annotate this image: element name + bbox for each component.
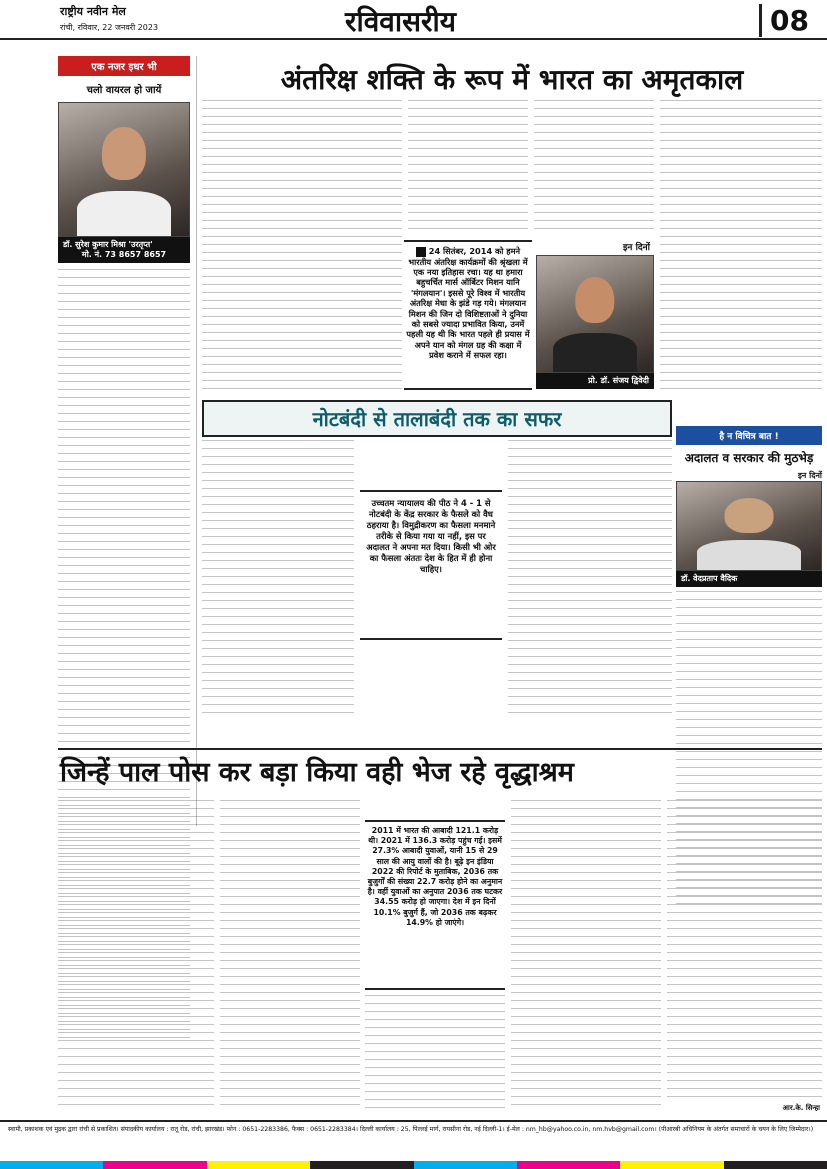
main-article-body-1 bbox=[202, 100, 402, 390]
main-pull-quote-text: 24 सितंबर, 2014 को हमने भारतीय अंतरिक्ष कार्यक्रमों की श्रृंखला में एक नया इतिहास रचा। यह था हमारा बहुचर्चित मार्स ऑर्बिटर मिशन यानि 'मंगलयान'। इससे पूरे विश्व में भारतीय अंतरिक्ष मेधा के झंडे गड़ गये। मंगलयान मिशन की जिन दो विशिष्टताओं ने दुनिया को सबसे ज्यादा प्रभावित किया, उनमें पहली यह थी कि भारत पहले ही प्रयास में अपने यान को मंगल ग्रह की कक्षा में प्रवेश कराने में सफल रहा। bbox=[406, 246, 530, 361]
footer-imprint-text: स्वामी, प्रकाशक एवं मुद्रक द्वारा रांची से प्रकाशित। संपादकीय कार्यालय : रातू रोड, रांची, झारखंड। फोन : 0651-2283386, फैक्स : 0651-2283384। दिल्ली कार्यालय : 25, पिल्लई मार्ग, रायसीना रोड, नई दिल्ली-1। ई-मेल : nm_hb@yahoo.co.in, nm.hvb@gmail.com। (पीआरबी अधिनियम के अंतर्गत समाचारों के चयन के लिए जिम्मेदार।) bbox=[8, 1126, 814, 1133]
note-headline-box bbox=[202, 400, 672, 437]
note-pull-quote bbox=[360, 490, 502, 640]
main-author-box bbox=[536, 240, 654, 389]
columnist-photo bbox=[58, 102, 190, 237]
side-photo-label: इन दिनों bbox=[798, 471, 822, 480]
color-swatch bbox=[414, 1161, 517, 1169]
side-author-photo bbox=[676, 481, 822, 571]
bottom-body-5 bbox=[667, 800, 822, 1100]
main-pull-quote bbox=[404, 240, 532, 390]
bottom-headline: जिन्हें पाल पोस कर बड़ा किया वही भेज रहे वृद्धाश्रम bbox=[58, 748, 822, 793]
bottom-credit: आर.के. सिन्हा bbox=[782, 1104, 820, 1112]
left-column-header: एक नजर इधर भी bbox=[58, 56, 190, 76]
dateline: रांची, रविवार, 22 जनवरी 2023 bbox=[60, 23, 159, 32]
note-article bbox=[202, 400, 672, 437]
bottom-body-2 bbox=[220, 800, 360, 1112]
bottom-pull-quote bbox=[365, 820, 505, 990]
main-article bbox=[202, 56, 822, 104]
main-author-name: प्रो. डॉ. संजय द्विवेदी bbox=[536, 373, 654, 389]
note-body-1 bbox=[202, 440, 354, 720]
color-swatch bbox=[620, 1161, 723, 1169]
color-swatch bbox=[310, 1161, 413, 1169]
color-swatch bbox=[724, 1161, 827, 1169]
bottom-body-4 bbox=[511, 800, 661, 1112]
bottom-article bbox=[58, 748, 822, 793]
color-registration-strip bbox=[0, 1161, 827, 1169]
color-swatch bbox=[207, 1161, 310, 1169]
left-column-title: चलो वायरल हो जायें bbox=[86, 85, 162, 96]
side-author-name: डॉ. वेदप्रताप वैदिक bbox=[676, 571, 822, 587]
page-number: 08 bbox=[759, 4, 809, 37]
main-author-photo bbox=[536, 255, 654, 373]
main-photo-label: इन दिनों bbox=[623, 243, 650, 253]
side-box-title: अदालत व सरकार की मुठभेड़ bbox=[684, 451, 814, 465]
main-article-body-4 bbox=[660, 100, 822, 390]
publication-name: राष्ट्रीय नवीन मेल bbox=[60, 5, 126, 18]
color-swatch bbox=[517, 1161, 620, 1169]
footer-imprint bbox=[0, 1120, 827, 1169]
columnist-phone: मो. नं. 73 8657 8657 bbox=[81, 250, 167, 259]
color-swatch bbox=[103, 1161, 206, 1169]
bottom-body-3 bbox=[365, 995, 505, 1112]
main-headline: अंतरिक्ष शक्ति के रूप में भारत का अमृतकाल bbox=[280, 63, 744, 96]
note-body-3 bbox=[508, 440, 672, 720]
section-title: रविवासरीय bbox=[345, 5, 456, 38]
main-article-body-2 bbox=[408, 100, 528, 235]
bottom-body-1 bbox=[58, 800, 214, 1112]
color-swatch bbox=[0, 1161, 103, 1169]
bottom-pull-quote-text: 2011 में भारत की आबादी 121.1 करोड़ थी। 2021 में 136.3 करोड़ पहुंच गई। इसमें 27.3% आबादी युवाओं, यानी 15 से 29 साल की आयु वालों की है। बूढ़े इन इंडिया 2022 की रिपोर्ट के मुताबिक, 2036 तक बुजुर्गों की संख्या 22.7 करोड़ होने का अनुमान है। वहीं युवाओं का अनुपात 2036 तक घटकर 34.55 करोड़ हो जाएगा। देश में इन दिनों 10.1% बुजुर्ग हैं, जो 2036 तक बढ़कर 14.9% हो जाएंगे। bbox=[367, 826, 503, 927]
masthead bbox=[0, 0, 827, 40]
note-headline: नोटबंदी से तालाबंदी तक का सफर bbox=[312, 407, 562, 431]
columnist-caption bbox=[58, 237, 190, 263]
main-article-body-3 bbox=[534, 100, 654, 235]
note-pull-quote-text: उच्चतम न्यायालय की पीठ ने 4 - 1 से नोटबंदी के केंद्र सरकार के फैसले को वैध ठहराया है। विमुद्रीकरण का फैसला मनमाने तरीके से किया गया या नहीं, इस पर अदालत ने अपना मत दिया। किसी भी ओर का फैसला अंततः देश के हित में ही होना चाहिए। bbox=[366, 498, 496, 574]
columnist-name: डॉ. सुरेश कुमार मिश्रा 'उरतृप्त' bbox=[63, 240, 153, 249]
side-box-header: है न विचित्र बात ! bbox=[676, 426, 822, 445]
